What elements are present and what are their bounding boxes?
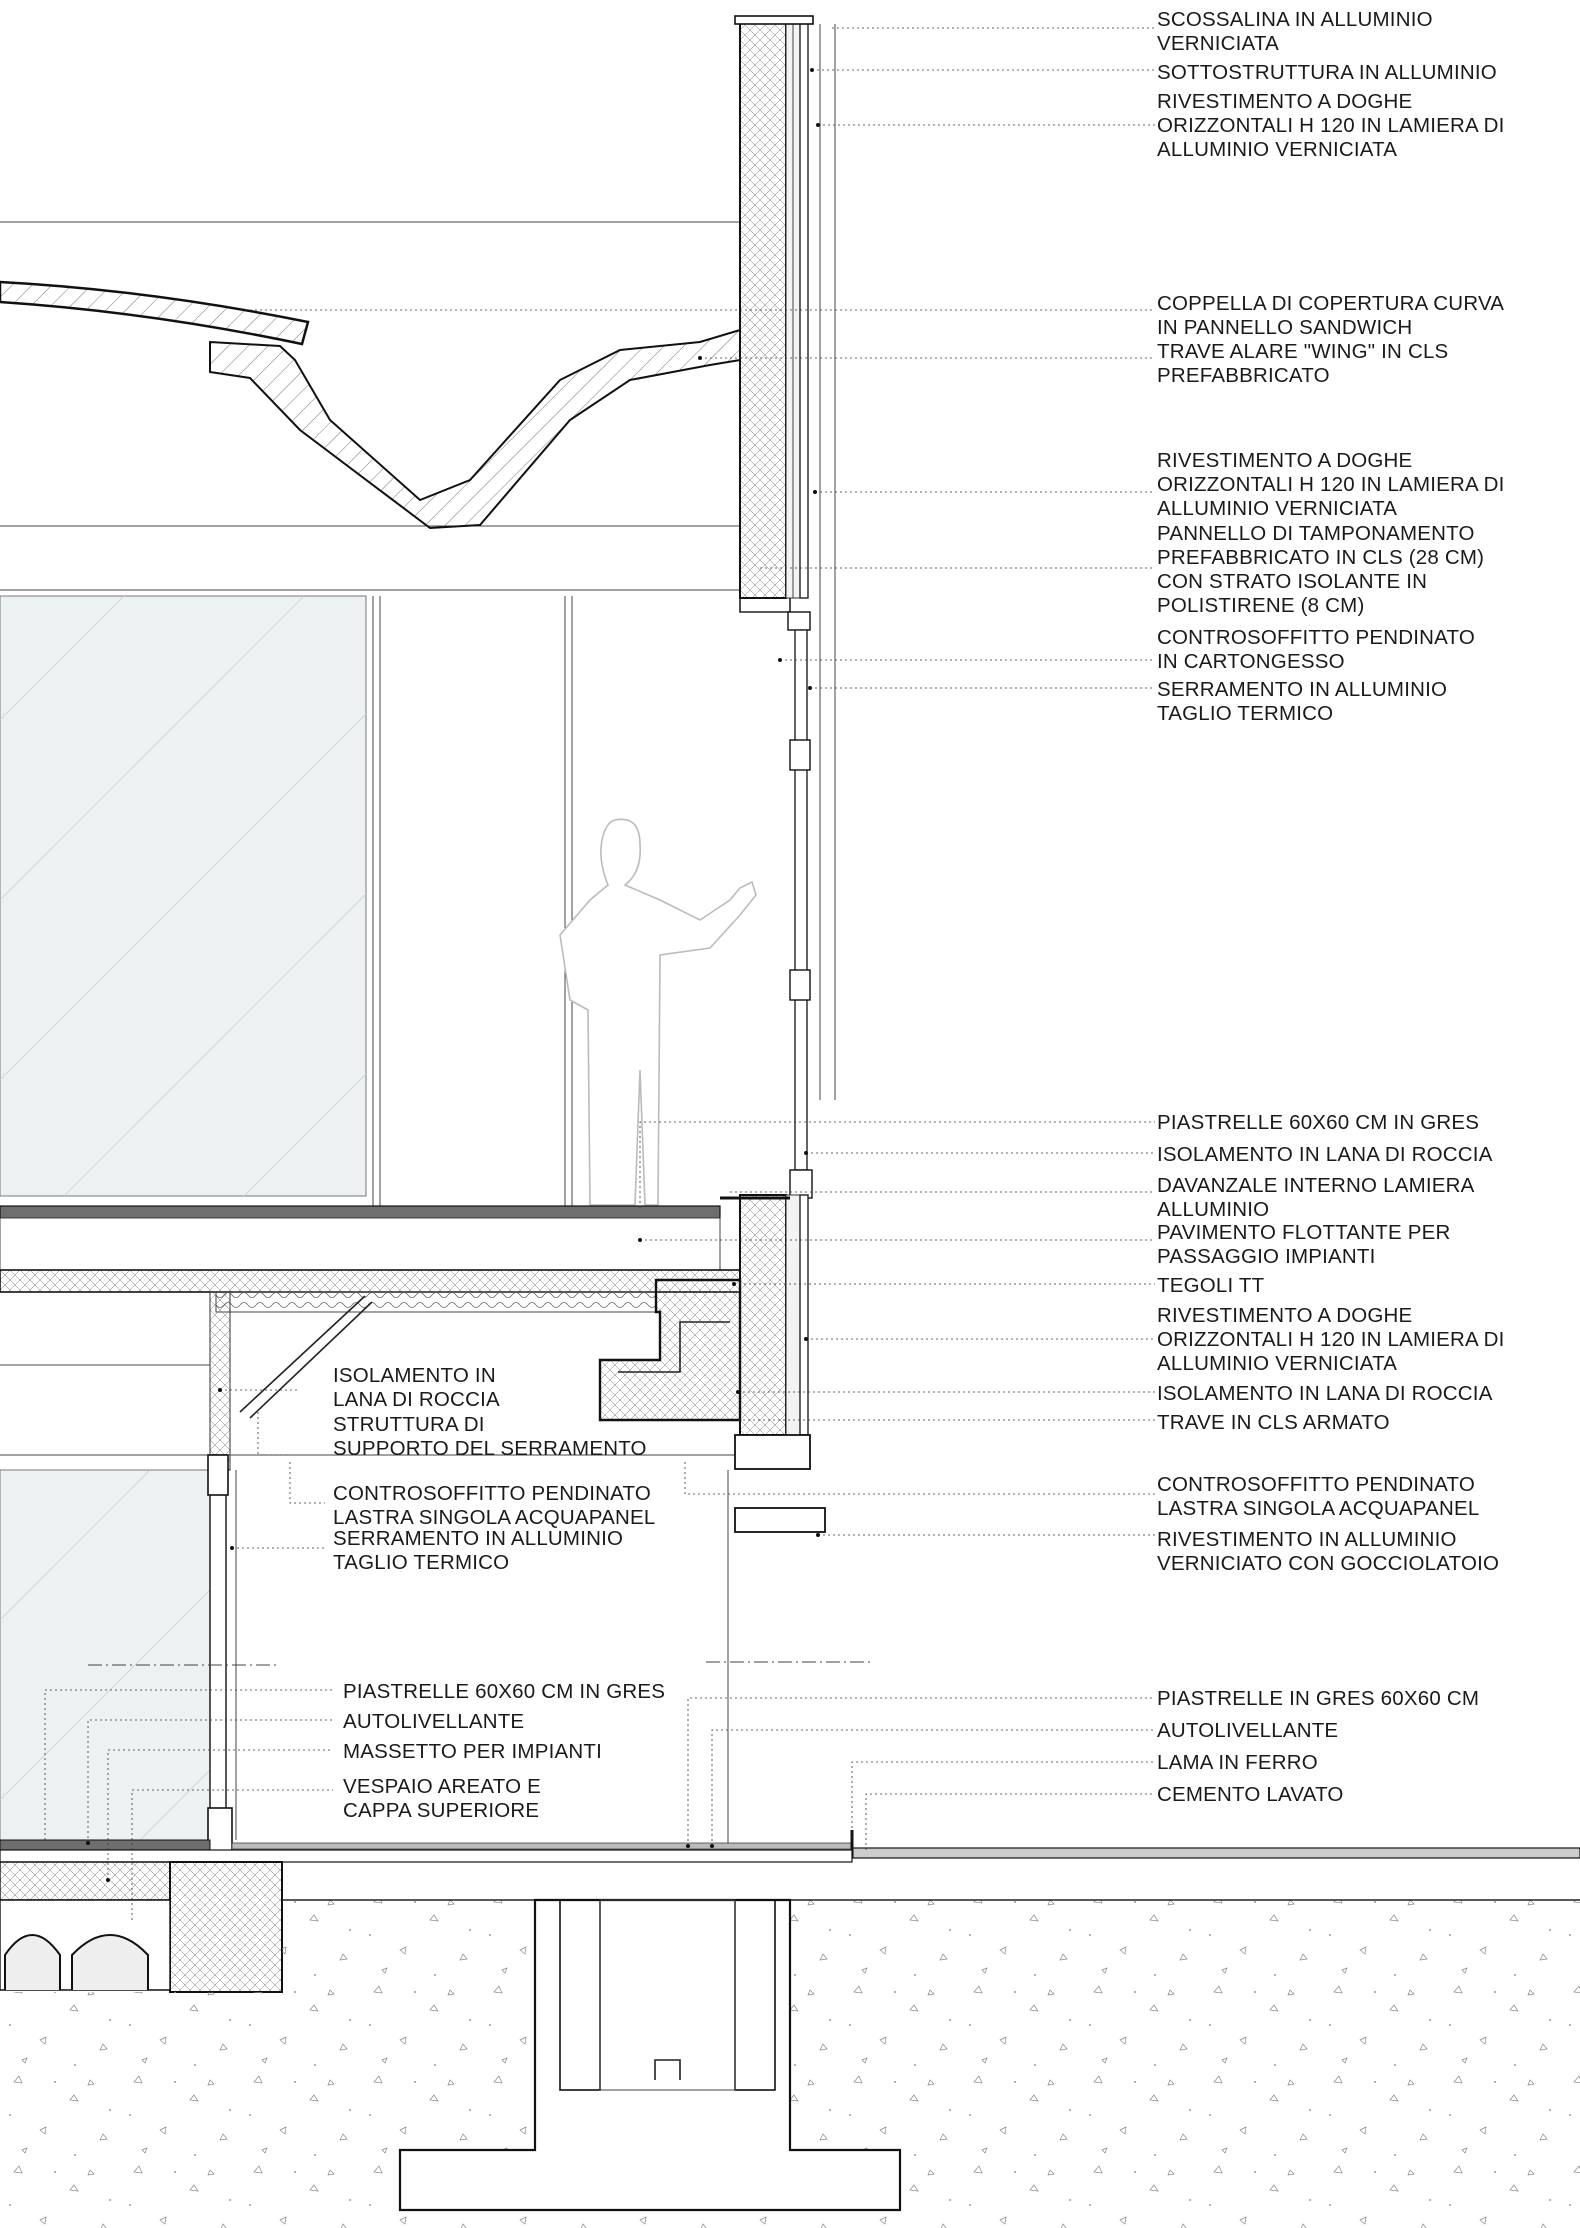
label-isolamento-center: ISOLAMENTO IN LANA DI ROCCIA (333, 1364, 500, 1411)
label-trave-cls: TRAVE IN CLS ARMATO (1157, 1411, 1390, 1434)
wing-beam (210, 330, 740, 528)
label-autolivellante-left: AUTOLIVELLANTE (343, 1710, 525, 1733)
label-struttura-supporto: STRUTTURA DI SUPPORTO DEL SERRAMENTO (333, 1413, 647, 1460)
label-isolamento-1: ISOLAMENTO IN LANA DI ROCCIA (1157, 1143, 1493, 1166)
labels-lower-right (1157, 1687, 1479, 1806)
curved-roof-panel (0, 282, 308, 344)
label-scossalina: SCOSSALINA IN ALLUMINIO VERNICIATA (1157, 8, 1433, 55)
label-controsoffitto-acquapanel-right: CONTROSOFFITTO PENDINATO LASTRA SINGOLA ACQUAPANEL (1157, 1473, 1480, 1520)
human-figure (560, 819, 756, 1205)
label-controsoffitto-cartongesso: CONTROSOFFITTO PENDINATO IN CARTONGESSO (1157, 626, 1476, 673)
label-coppella: COPPELLA DI COPERTURA CURVA IN PANNELLO SANDWICH (1157, 292, 1505, 339)
label-sottostruttura: SOTTOSTRUTTURA IN ALLUMINIO (1157, 61, 1497, 84)
label-serramento-upper: SERRAMENTO IN ALLUMINIO TAGLIO TERMICO (1157, 678, 1448, 725)
roof-zone (0, 222, 740, 590)
labels-lower-left (343, 1680, 665, 1822)
label-davanzale: DAVANZALE INTERNO LAMIERA ALLUMINIO (1157, 1174, 1475, 1221)
label-controsoffitto-acquapanel-center: CONTROSOFFITTO PENDINATO LASTRA SINGOLA ACQUAPANEL (333, 1482, 656, 1529)
label-pannello-tamponamento: PANNELLO DI TAMPONAMENTO PREFABBRICATO IN CLS (28 CM) CON STRATO ISOLANTE IN POLISTIRENE (8 CM) (1157, 522, 1485, 617)
label-rivestimento-doghe-3: RIVESTIMENTO A DOGHE ORIZZONTALI H 120 IN LAMIERA DI ALLUMINIO VERNICIATA (1157, 1304, 1505, 1375)
label-tegoli: TEGOLI TT (1157, 1274, 1265, 1297)
label-piastrelle-lower-left: PIASTRELLE 60X60 CM IN GRES (343, 1680, 666, 1703)
label-trave-wing: TRAVE ALARE "WING" IN CLS PREFABBRICATO (1157, 340, 1449, 387)
label-cemento-lavato: CEMENTO LAVATO (1157, 1783, 1344, 1806)
label-lama-ferro: LAMA IN FERRO (1157, 1751, 1318, 1774)
label-rivestimento-gocciolatoio: RIVESTIMENTO IN ALLUMINIO VERNICIATO CON GOCCIOLATOIO (1157, 1528, 1500, 1575)
label-piastrelle-lower-right: PIASTRELLE IN GRES 60X60 CM (1157, 1687, 1480, 1710)
label-pavimento-flottante: PAVIMENTO FLOTTANTE PER PASSAGGIO IMPIANTI (1157, 1221, 1451, 1268)
facade-panel-upper (735, 16, 835, 1100)
ground-zone (0, 1830, 1580, 2228)
labels-right-upper (1157, 8, 1505, 725)
label-isolamento-2: ISOLAMENTO IN LANA DI ROCCIA (1157, 1382, 1493, 1405)
label-serramento-center: SERRAMENTO IN ALLUMINIO TAGLIO TERMICO (333, 1527, 624, 1574)
label-massetto: MASSETTO PER IMPIANTI (343, 1740, 602, 1763)
label-piastrelle-middle: PIASTRELLE 60X60 CM IN GRES (1157, 1111, 1480, 1134)
ventilated-crawl-space (0, 1900, 170, 1990)
window-upper (790, 630, 812, 1198)
label-rivestimento-doghe-1: RIVESTIMENTO A DOGHE ORIZZONTALI H 120 IN LAMIERA DI ALLUMINIO VERNICIATA (1157, 90, 1505, 161)
label-vespaio: VESPAIO AREATO E CAPPA SUPERIORE (343, 1775, 542, 1822)
labels-right-middle (1157, 1111, 1505, 1575)
label-rivestimento-doghe-2: RIVESTIMENTO A DOGHE ORIZZONTALI H 120 IN LAMIERA DI ALLUMINIO VERNICIATA (1157, 449, 1505, 520)
label-autolivellante-right: AUTOLIVELLANTE (1157, 1719, 1339, 1742)
window-lower (208, 1455, 236, 1852)
